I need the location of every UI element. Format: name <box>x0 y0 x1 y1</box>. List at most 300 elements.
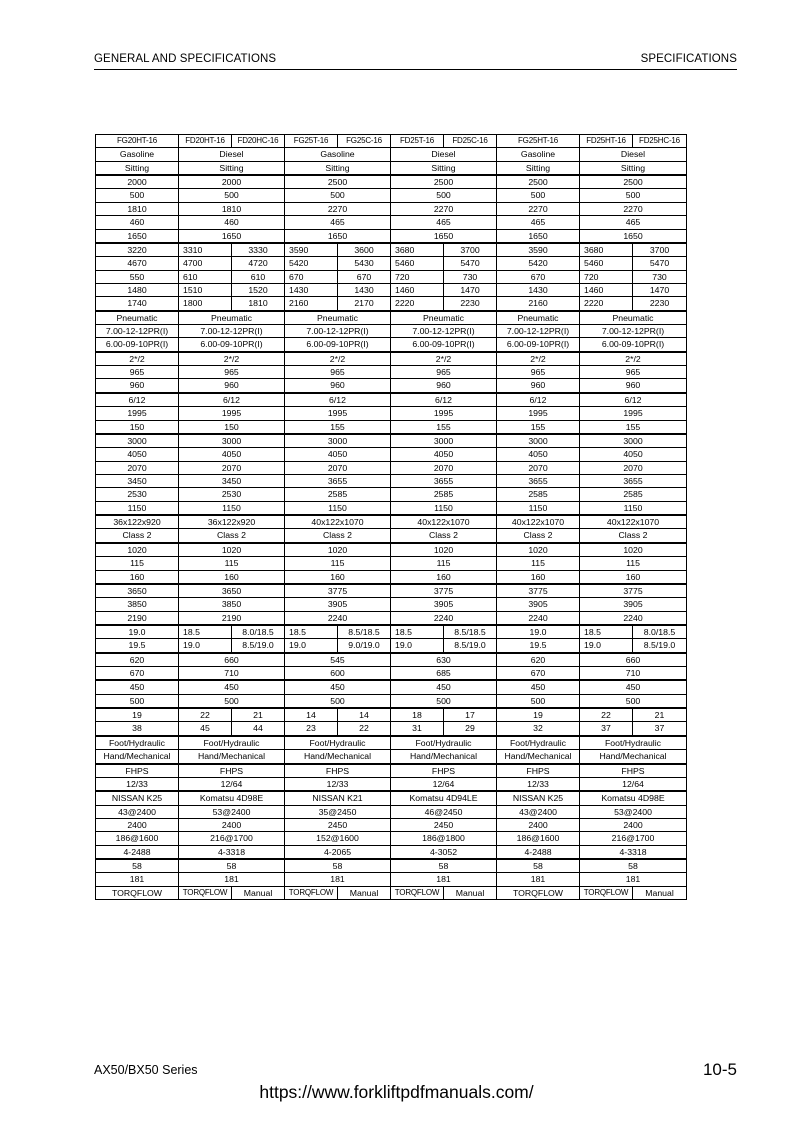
table-cell: 53@2400 <box>179 805 285 818</box>
table-cell: 670 <box>497 667 580 681</box>
table-cell: 155 <box>580 420 687 434</box>
table-row <box>96 515 687 529</box>
table-cell: 965 <box>391 366 497 379</box>
table-cell: 3450 <box>179 474 285 487</box>
table-row <box>96 886 687 899</box>
table-cell: 3680 <box>580 243 633 257</box>
table-cell: 115 <box>285 557 391 570</box>
table-cell: TORQFLOW <box>285 886 338 899</box>
table-row <box>96 570 687 584</box>
table-cell: 5470 <box>633 257 687 270</box>
table-cell: 6.00-09-10PR(I) <box>497 338 580 352</box>
table-cell: Foot/Hydraulic <box>96 736 179 750</box>
table-cell: 21 <box>633 708 687 722</box>
table-cell: 710 <box>580 667 687 681</box>
table-cell: 8.5/19.0 <box>633 639 687 653</box>
table-cell: 500 <box>285 189 391 202</box>
table-cell: 58 <box>497 859 580 873</box>
table-cell: Class 2 <box>391 529 497 543</box>
table-cell: NISSAN K25 <box>497 791 580 805</box>
table-cell: 7.00-12-12PR(I) <box>497 325 580 338</box>
table-cell: 2270 <box>285 202 391 215</box>
table-cell: 7.00-12-12PR(I) <box>580 325 687 338</box>
table-cell: 2230 <box>444 297 497 311</box>
table-cell: 450 <box>285 680 391 694</box>
table-cell: 960 <box>96 379 179 393</box>
table-row <box>96 694 687 708</box>
table-cell: 965 <box>497 366 580 379</box>
table-cell: 12/33 <box>285 777 391 791</box>
table-cell: 500 <box>96 694 179 708</box>
table-cell: 1470 <box>633 283 687 296</box>
table-cell: 2500 <box>497 175 580 189</box>
table-cell: 1810 <box>232 297 285 311</box>
table-row <box>96 229 687 243</box>
table-row <box>96 859 687 873</box>
table-cell: 4050 <box>179 448 285 461</box>
table-cell: 2400 <box>179 818 285 831</box>
table-cell: 14 <box>338 708 391 722</box>
table-cell: 1150 <box>179 501 285 515</box>
table-cell: 40x122x1070 <box>580 515 687 529</box>
table-cell: Hand/Mechanical <box>497 750 580 764</box>
table-cell: 150 <box>179 420 285 434</box>
table-cell: 19.0 <box>497 625 580 639</box>
table-cell: 8.5/19.0 <box>232 639 285 653</box>
table-cell: 3600 <box>338 243 391 257</box>
table-cell: 960 <box>285 379 391 393</box>
table-cell: FD25C-16 <box>444 135 497 148</box>
table-cell: 12/64 <box>391 777 497 791</box>
table-cell: Pneumatic <box>96 311 179 325</box>
table-cell: 3220 <box>96 243 179 257</box>
table-cell: 4700 <box>179 257 232 270</box>
table-cell: 19.0 <box>391 639 444 653</box>
table-cell: Hand/Mechanical <box>391 750 497 764</box>
table-cell: 1150 <box>96 501 179 515</box>
table-cell: TORQFLOW <box>580 886 633 899</box>
table-cell: 1150 <box>497 501 580 515</box>
table-cell: 3590 <box>497 243 580 257</box>
table-cell: 3000 <box>497 434 580 448</box>
table-cell: 1470 <box>444 283 497 296</box>
table-row <box>96 845 687 859</box>
table-cell: Hand/Mechanical <box>179 750 285 764</box>
table-cell: 3000 <box>285 434 391 448</box>
table-cell: 8.5/18.5 <box>338 625 391 639</box>
table-cell: 2400 <box>96 818 179 831</box>
table-cell: 3655 <box>285 474 391 487</box>
table-cell: 17 <box>444 708 497 722</box>
table-cell: Foot/Hydraulic <box>580 736 687 750</box>
table-cell: 43@2400 <box>497 805 580 818</box>
table-cell: 460 <box>96 216 179 229</box>
table-cell: Diesel <box>179 148 285 161</box>
table-cell: 1480 <box>96 283 179 296</box>
table-cell: 35@2450 <box>285 805 391 818</box>
table-cell: 12/33 <box>497 777 580 791</box>
table-cell: 500 <box>179 189 285 202</box>
table-row <box>96 598 687 611</box>
table-cell: Hand/Mechanical <box>580 750 687 764</box>
table-row <box>96 791 687 805</box>
table-cell: 1150 <box>580 501 687 515</box>
table-cell: Sitting <box>391 161 497 175</box>
table-cell: 18 <box>391 708 444 722</box>
spec-table-container <box>95 134 687 900</box>
table-cell: Pneumatic <box>391 311 497 325</box>
table-cell: 3905 <box>285 598 391 611</box>
table-cell: 500 <box>391 694 497 708</box>
table-cell: 2*/2 <box>497 352 580 366</box>
table-cell: 1650 <box>391 229 497 243</box>
table-row <box>96 243 687 257</box>
table-cell: 1520 <box>232 283 285 296</box>
table-cell: FD20HC-16 <box>232 135 285 148</box>
table-cell: 670 <box>497 270 580 283</box>
table-cell: 3650 <box>179 584 285 598</box>
table-row <box>96 175 687 189</box>
table-cell: 685 <box>391 667 497 681</box>
table-cell: 150 <box>96 420 179 434</box>
table-cell: 3330 <box>232 243 285 257</box>
table-row <box>96 557 687 570</box>
table-cell: 58 <box>179 859 285 873</box>
table-row <box>96 818 687 831</box>
table-cell: 22 <box>338 722 391 736</box>
table-cell: Pneumatic <box>497 311 580 325</box>
table-row <box>96 379 687 393</box>
table-cell: 965 <box>580 366 687 379</box>
table-cell: 2070 <box>179 461 285 474</box>
table-cell: Sitting <box>285 161 391 175</box>
table-cell: 670 <box>96 667 179 681</box>
table-cell: FG25C-16 <box>338 135 391 148</box>
footer-series: AX50/BX50 Series <box>94 1063 198 1077</box>
table-cell: 500 <box>580 189 687 202</box>
table-row <box>96 529 687 543</box>
table-cell: 730 <box>633 270 687 283</box>
table-cell: Komatsu 4D98E <box>580 791 687 805</box>
table-row <box>96 448 687 461</box>
table-cell: 2270 <box>580 202 687 215</box>
table-cell: 2400 <box>580 818 687 831</box>
table-cell: 1995 <box>391 407 497 420</box>
table-cell: 155 <box>391 420 497 434</box>
table-cell: Class 2 <box>497 529 580 543</box>
table-row <box>96 297 687 311</box>
table-cell: 1430 <box>285 283 338 296</box>
table-cell: Pneumatic <box>580 311 687 325</box>
table-cell: 2500 <box>580 175 687 189</box>
table-cell: Class 2 <box>179 529 285 543</box>
table-cell: 3905 <box>497 598 580 611</box>
header-divider <box>94 69 737 70</box>
table-cell: 1740 <box>96 297 179 311</box>
table-cell: 3905 <box>391 598 497 611</box>
table-cell: 1650 <box>497 229 580 243</box>
table-cell: Komatsu 4D94LE <box>391 791 497 805</box>
table-row <box>96 584 687 598</box>
table-row <box>96 434 687 448</box>
table-cell: 3775 <box>497 584 580 598</box>
table-cell: 115 <box>96 557 179 570</box>
table-cell: NISSAN K21 <box>285 791 391 805</box>
table-cell: 5470 <box>444 257 497 270</box>
table-row <box>96 393 687 407</box>
table-cell: 2240 <box>285 611 391 625</box>
table-cell: 2585 <box>391 488 497 501</box>
table-row <box>96 325 687 338</box>
table-cell: 186@1600 <box>497 832 580 845</box>
table-cell: 2500 <box>285 175 391 189</box>
table-cell: Foot/Hydraulic <box>179 736 285 750</box>
table-cell: 710 <box>179 667 285 681</box>
table-cell: 115 <box>391 557 497 570</box>
table-cell: 2*/2 <box>285 352 391 366</box>
table-cell: Hand/Mechanical <box>285 750 391 764</box>
table-cell: 4050 <box>580 448 687 461</box>
table-cell: 40x122x1070 <box>391 515 497 529</box>
table-row <box>96 474 687 487</box>
table-cell: 450 <box>580 680 687 694</box>
table-cell: Diesel <box>580 148 687 161</box>
table-cell: 6.00-09-10PR(I) <box>285 338 391 352</box>
table-cell: 12/33 <box>96 777 179 791</box>
table-cell: 5460 <box>391 257 444 270</box>
table-cell: 6/12 <box>285 393 391 407</box>
table-cell: 3000 <box>391 434 497 448</box>
table-cell: 5420 <box>285 257 338 270</box>
table-cell: FG20HT-16 <box>96 135 179 148</box>
table-cell: Sitting <box>179 161 285 175</box>
table-cell: 1650 <box>285 229 391 243</box>
table-cell: 37 <box>633 722 687 736</box>
table-cell: 7.00-12-12PR(I) <box>179 325 285 338</box>
table-cell: 19.5 <box>497 639 580 653</box>
table-cell: 19 <box>96 708 179 722</box>
table-cell: 2270 <box>391 202 497 215</box>
table-cell: FG25T-16 <box>285 135 338 148</box>
table-cell: 550 <box>96 270 179 283</box>
table-cell: 450 <box>391 680 497 694</box>
table-cell: Sitting <box>96 161 179 175</box>
table-cell: 7.00-12-12PR(I) <box>285 325 391 338</box>
table-cell: 1460 <box>391 283 444 296</box>
table-cell: 2000 <box>96 175 179 189</box>
table-row <box>96 750 687 764</box>
table-cell: 2070 <box>580 461 687 474</box>
table-cell: 2070 <box>497 461 580 474</box>
table-row <box>96 708 687 722</box>
table-cell: 4-2488 <box>497 845 580 859</box>
page-number: 10-5 <box>702 1060 737 1079</box>
table-cell: 181 <box>96 873 179 886</box>
table-cell: 500 <box>96 189 179 202</box>
table-cell: 4050 <box>391 448 497 461</box>
table-cell: 660 <box>179 653 285 667</box>
table-cell: 12/64 <box>580 777 687 791</box>
table-cell: 23 <box>285 722 338 736</box>
table-cell: 1150 <box>391 501 497 515</box>
table-cell: 500 <box>497 189 580 202</box>
table-cell: FD20HT-16 <box>179 135 232 148</box>
table-cell: 1020 <box>580 543 687 557</box>
table-cell: 115 <box>580 557 687 570</box>
table-cell: 2070 <box>391 461 497 474</box>
table-cell: 670 <box>338 270 391 283</box>
table-cell: 2585 <box>497 488 580 501</box>
table-cell: 1995 <box>580 407 687 420</box>
table-cell: 465 <box>285 216 391 229</box>
table-cell: 6/12 <box>179 393 285 407</box>
table-row <box>96 161 687 175</box>
table-cell: 9.0/19.0 <box>338 639 391 653</box>
table-cell: FHPS <box>179 764 285 778</box>
table-cell: 58 <box>285 859 391 873</box>
table-row <box>96 366 687 379</box>
table-cell: 660 <box>580 653 687 667</box>
table-cell: 960 <box>497 379 580 393</box>
table-cell: 8.0/18.5 <box>232 625 285 639</box>
table-row <box>96 680 687 694</box>
table-cell: Hand/Mechanical <box>96 750 179 764</box>
table-cell: 2*/2 <box>580 352 687 366</box>
table-cell: 2000 <box>179 175 285 189</box>
table-cell: 1150 <box>285 501 391 515</box>
table-cell: Sitting <box>580 161 687 175</box>
table-cell: Gasoline <box>497 148 580 161</box>
table-cell: 4-2488 <box>96 845 179 859</box>
table-row <box>96 777 687 791</box>
table-cell: 43@2400 <box>96 805 179 818</box>
table-cell: 45 <box>179 722 232 736</box>
table-cell: 4050 <box>96 448 179 461</box>
table-cell: 160 <box>179 570 285 584</box>
table-cell: 3655 <box>497 474 580 487</box>
table-row <box>96 653 687 667</box>
table-row <box>96 216 687 229</box>
table-cell: FHPS <box>391 764 497 778</box>
table-cell: 1020 <box>391 543 497 557</box>
table-cell: 2240 <box>580 611 687 625</box>
table-cell: 500 <box>179 694 285 708</box>
source-url: https://www.forkliftpdfmanuals.com/ <box>259 1082 534 1102</box>
table-cell: 2530 <box>96 488 179 501</box>
table-cell: 2585 <box>580 488 687 501</box>
table-cell: 3310 <box>179 243 232 257</box>
table-cell: Foot/Hydraulic <box>391 736 497 750</box>
table-cell: 1810 <box>96 202 179 215</box>
table-row <box>96 311 687 325</box>
table-row <box>96 135 687 148</box>
table-cell: 8.5/19.0 <box>444 639 497 653</box>
table-cell: 2240 <box>497 611 580 625</box>
table-row <box>96 338 687 352</box>
table-row <box>96 148 687 161</box>
table-cell: 1020 <box>497 543 580 557</box>
table-cell: 600 <box>285 667 391 681</box>
table-cell: FD25T-16 <box>391 135 444 148</box>
table-cell: 18.5 <box>580 625 633 639</box>
table-cell: 181 <box>497 873 580 886</box>
table-cell: 1995 <box>285 407 391 420</box>
table-row <box>96 722 687 736</box>
table-cell: 720 <box>391 270 444 283</box>
table-cell: 670 <box>285 270 338 283</box>
table-cell: 500 <box>497 694 580 708</box>
table-cell: TORQFLOW <box>179 886 232 899</box>
table-cell: 115 <box>497 557 580 570</box>
table-cell: 3775 <box>580 584 687 598</box>
table-cell: 1020 <box>96 543 179 557</box>
table-cell: 160 <box>497 570 580 584</box>
table-cell: 965 <box>96 366 179 379</box>
table-cell: 4050 <box>285 448 391 461</box>
table-cell: 186@1800 <box>391 832 497 845</box>
table-cell: 6/12 <box>497 393 580 407</box>
table-cell: 186@1600 <box>96 832 179 845</box>
table-row <box>96 625 687 639</box>
table-cell: 46@2450 <box>391 805 497 818</box>
table-cell: FHPS <box>580 764 687 778</box>
table-cell: TORQFLOW <box>96 886 179 899</box>
table-cell: 6.00-09-10PR(I) <box>391 338 497 352</box>
table-cell: 3655 <box>391 474 497 487</box>
table-cell: 6/12 <box>96 393 179 407</box>
table-cell: Gasoline <box>285 148 391 161</box>
table-cell: 2450 <box>285 818 391 831</box>
table-cell: 8.0/18.5 <box>633 625 687 639</box>
table-cell: 5460 <box>580 257 633 270</box>
table-cell: 38 <box>96 722 179 736</box>
table-row <box>96 202 687 215</box>
table-cell: 181 <box>580 873 687 886</box>
specifications-table <box>95 134 687 900</box>
table-cell: 2240 <box>391 611 497 625</box>
table-cell: 450 <box>497 680 580 694</box>
table-cell: 40x122x1070 <box>497 515 580 529</box>
table-cell: 3000 <box>96 434 179 448</box>
table-cell: 19 <box>497 708 580 722</box>
table-cell: Class 2 <box>580 529 687 543</box>
table-cell: 36x122x920 <box>179 515 285 529</box>
table-cell: 500 <box>285 694 391 708</box>
table-cell: 3775 <box>391 584 497 598</box>
table-row <box>96 283 687 296</box>
table-cell: 19.0 <box>285 639 338 653</box>
table-cell: 2230 <box>633 297 687 311</box>
table-cell: 1020 <box>285 543 391 557</box>
table-cell: 620 <box>497 653 580 667</box>
table-cell: 3450 <box>96 474 179 487</box>
table-cell: 53@2400 <box>580 805 687 818</box>
table-cell: 152@1600 <box>285 832 391 845</box>
table-cell: 610 <box>179 270 232 283</box>
table-cell: 19.0 <box>580 639 633 653</box>
table-cell: 8.5/18.5 <box>444 625 497 639</box>
table-row <box>96 501 687 515</box>
table-cell: 965 <box>179 366 285 379</box>
table-cell: 37 <box>580 722 633 736</box>
table-cell: 29 <box>444 722 497 736</box>
table-cell: 18.5 <box>285 625 338 639</box>
table-cell: Sitting <box>497 161 580 175</box>
table-cell: 4-3318 <box>179 845 285 859</box>
table-cell: 5430 <box>338 257 391 270</box>
table-cell: 1650 <box>580 229 687 243</box>
table-cell: 1020 <box>179 543 285 557</box>
